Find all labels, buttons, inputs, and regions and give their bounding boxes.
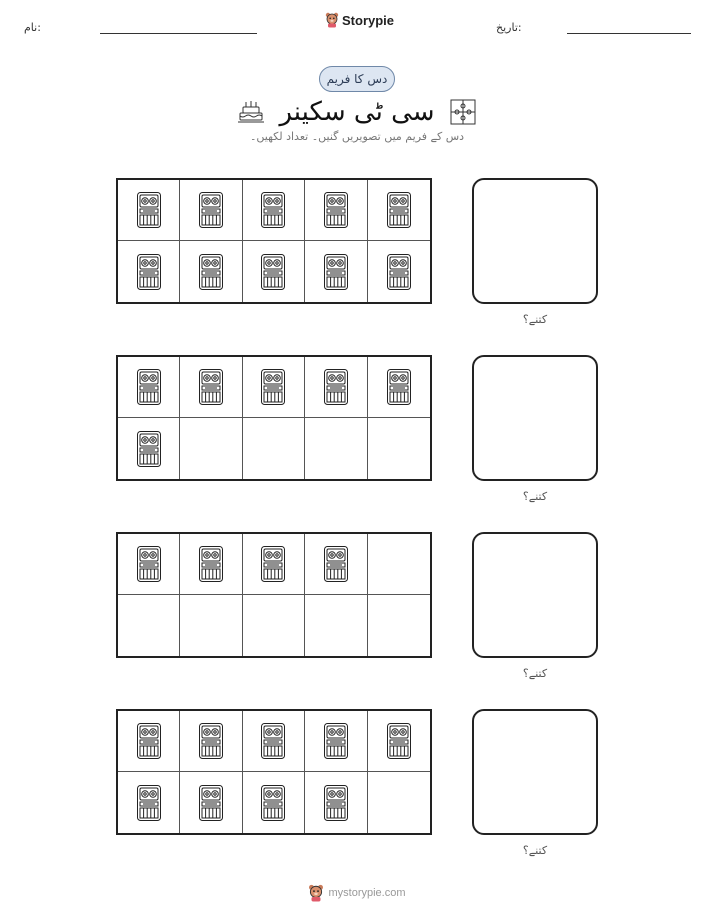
ct-scanner-icon bbox=[136, 545, 162, 583]
frame-cell bbox=[118, 241, 180, 302]
how-many-label-2: کتنے؟ bbox=[522, 490, 548, 503]
frame-cell bbox=[118, 180, 180, 241]
frame-cell bbox=[305, 418, 367, 479]
frame-cell bbox=[118, 534, 180, 595]
ct-scanner-icon bbox=[136, 191, 162, 229]
ct-scanner-icon bbox=[386, 722, 412, 760]
frame-cell bbox=[180, 595, 242, 656]
ct-scanner-icon bbox=[260, 253, 286, 291]
frame-cell bbox=[180, 772, 242, 833]
frame-cell bbox=[243, 180, 305, 241]
ct-scanner-icon bbox=[136, 784, 162, 822]
how-many-label-1: کتنے؟ bbox=[522, 313, 548, 326]
frame-cell bbox=[180, 180, 242, 241]
answer-box-3[interactable] bbox=[472, 532, 598, 658]
frame-cell bbox=[243, 711, 305, 772]
ct-scanner-icon bbox=[386, 368, 412, 406]
brand-name: Storypie bbox=[342, 12, 395, 28]
ten-frame-2 bbox=[116, 355, 432, 481]
frame-cell bbox=[118, 418, 180, 479]
ten-frame-4 bbox=[116, 709, 432, 835]
answer-box-1[interactable] bbox=[472, 178, 598, 304]
frame-cell bbox=[180, 418, 242, 479]
how-many-label-3: کتنے؟ bbox=[522, 667, 548, 680]
frame-cell bbox=[243, 772, 305, 833]
ct-scanner-icon bbox=[260, 545, 286, 583]
frame-cell bbox=[180, 711, 242, 772]
ct-scanner-icon bbox=[198, 545, 224, 583]
ct-scanner-icon bbox=[198, 368, 224, 406]
frame-cell bbox=[180, 357, 242, 418]
bear-mascot-icon bbox=[325, 12, 339, 28]
how-many-label-4: کتنے؟ bbox=[522, 844, 548, 857]
name-label: نام: bbox=[24, 21, 41, 34]
ct-scanner-icon bbox=[323, 722, 349, 760]
frame-cell bbox=[118, 595, 180, 656]
ct-scanner-icon bbox=[136, 430, 162, 468]
ct-scanner-icon bbox=[260, 784, 286, 822]
ct-scanner-icon bbox=[323, 191, 349, 229]
ten-frame-3 bbox=[116, 532, 432, 658]
date-label: تاریخ: bbox=[496, 21, 522, 34]
footer bbox=[0, 884, 714, 902]
name-line[interactable] bbox=[100, 33, 257, 34]
ct-scanner-icon bbox=[260, 191, 286, 229]
frame-cell bbox=[305, 241, 367, 302]
frame-cell bbox=[305, 711, 367, 772]
frame-cell bbox=[305, 534, 367, 595]
date-line[interactable] bbox=[567, 33, 691, 34]
frame-cell bbox=[305, 180, 367, 241]
birthday-cake-icon bbox=[237, 98, 265, 126]
ct-scanner-icon bbox=[198, 784, 224, 822]
frame-cell bbox=[243, 241, 305, 302]
frame-cell bbox=[368, 357, 430, 418]
ten-frame-badge: دس کا فریم bbox=[319, 66, 395, 92]
frame-cell bbox=[368, 241, 430, 302]
ct-scanner-icon bbox=[323, 545, 349, 583]
frame-cell bbox=[118, 357, 180, 418]
frame-cell bbox=[118, 772, 180, 833]
frame-cell bbox=[180, 241, 242, 302]
instruction-text: دس کے فریم میں تصویریں گنیں۔ تعداد لکھیں۔ bbox=[249, 130, 465, 143]
frame-cell bbox=[305, 595, 367, 656]
ten-frame-1 bbox=[116, 178, 432, 304]
frame-cell bbox=[368, 180, 430, 241]
frame-cell bbox=[243, 357, 305, 418]
puzzle-icon bbox=[449, 98, 477, 126]
frame-cell bbox=[368, 534, 430, 595]
ct-scanner-icon bbox=[386, 253, 412, 291]
frame-cell bbox=[305, 772, 367, 833]
frame-cell bbox=[243, 418, 305, 479]
worksheet-title bbox=[0, 92, 714, 132]
ct-scanner-icon bbox=[323, 253, 349, 291]
ct-scanner-icon bbox=[260, 368, 286, 406]
ct-scanner-icon bbox=[198, 722, 224, 760]
ct-scanner-icon bbox=[323, 784, 349, 822]
frame-cell bbox=[368, 711, 430, 772]
brand-logo bbox=[325, 12, 394, 28]
ct-scanner-icon bbox=[136, 722, 162, 760]
ct-scanner-icon bbox=[136, 368, 162, 406]
frame-cell bbox=[118, 711, 180, 772]
ct-scanner-icon bbox=[323, 368, 349, 406]
ct-scanner-icon bbox=[136, 253, 162, 291]
ct-scanner-icon bbox=[386, 191, 412, 229]
ct-scanner-icon bbox=[198, 253, 224, 291]
ct-scanner-icon bbox=[198, 191, 224, 229]
answer-box-4[interactable] bbox=[472, 709, 598, 835]
frame-cell bbox=[368, 772, 430, 833]
frame-cell bbox=[243, 595, 305, 656]
title-text: سی ٹی سکینر bbox=[279, 97, 435, 127]
frame-cell bbox=[368, 418, 430, 479]
frame-cell bbox=[243, 534, 305, 595]
footer-url[interactable]: mystorypie.com bbox=[328, 887, 406, 899]
ct-scanner-icon bbox=[260, 722, 286, 760]
frame-cell bbox=[368, 595, 430, 656]
bear-mascot-icon bbox=[308, 884, 324, 902]
frame-cell bbox=[305, 357, 367, 418]
answer-box-2[interactable] bbox=[472, 355, 598, 481]
frame-cell bbox=[180, 534, 242, 595]
